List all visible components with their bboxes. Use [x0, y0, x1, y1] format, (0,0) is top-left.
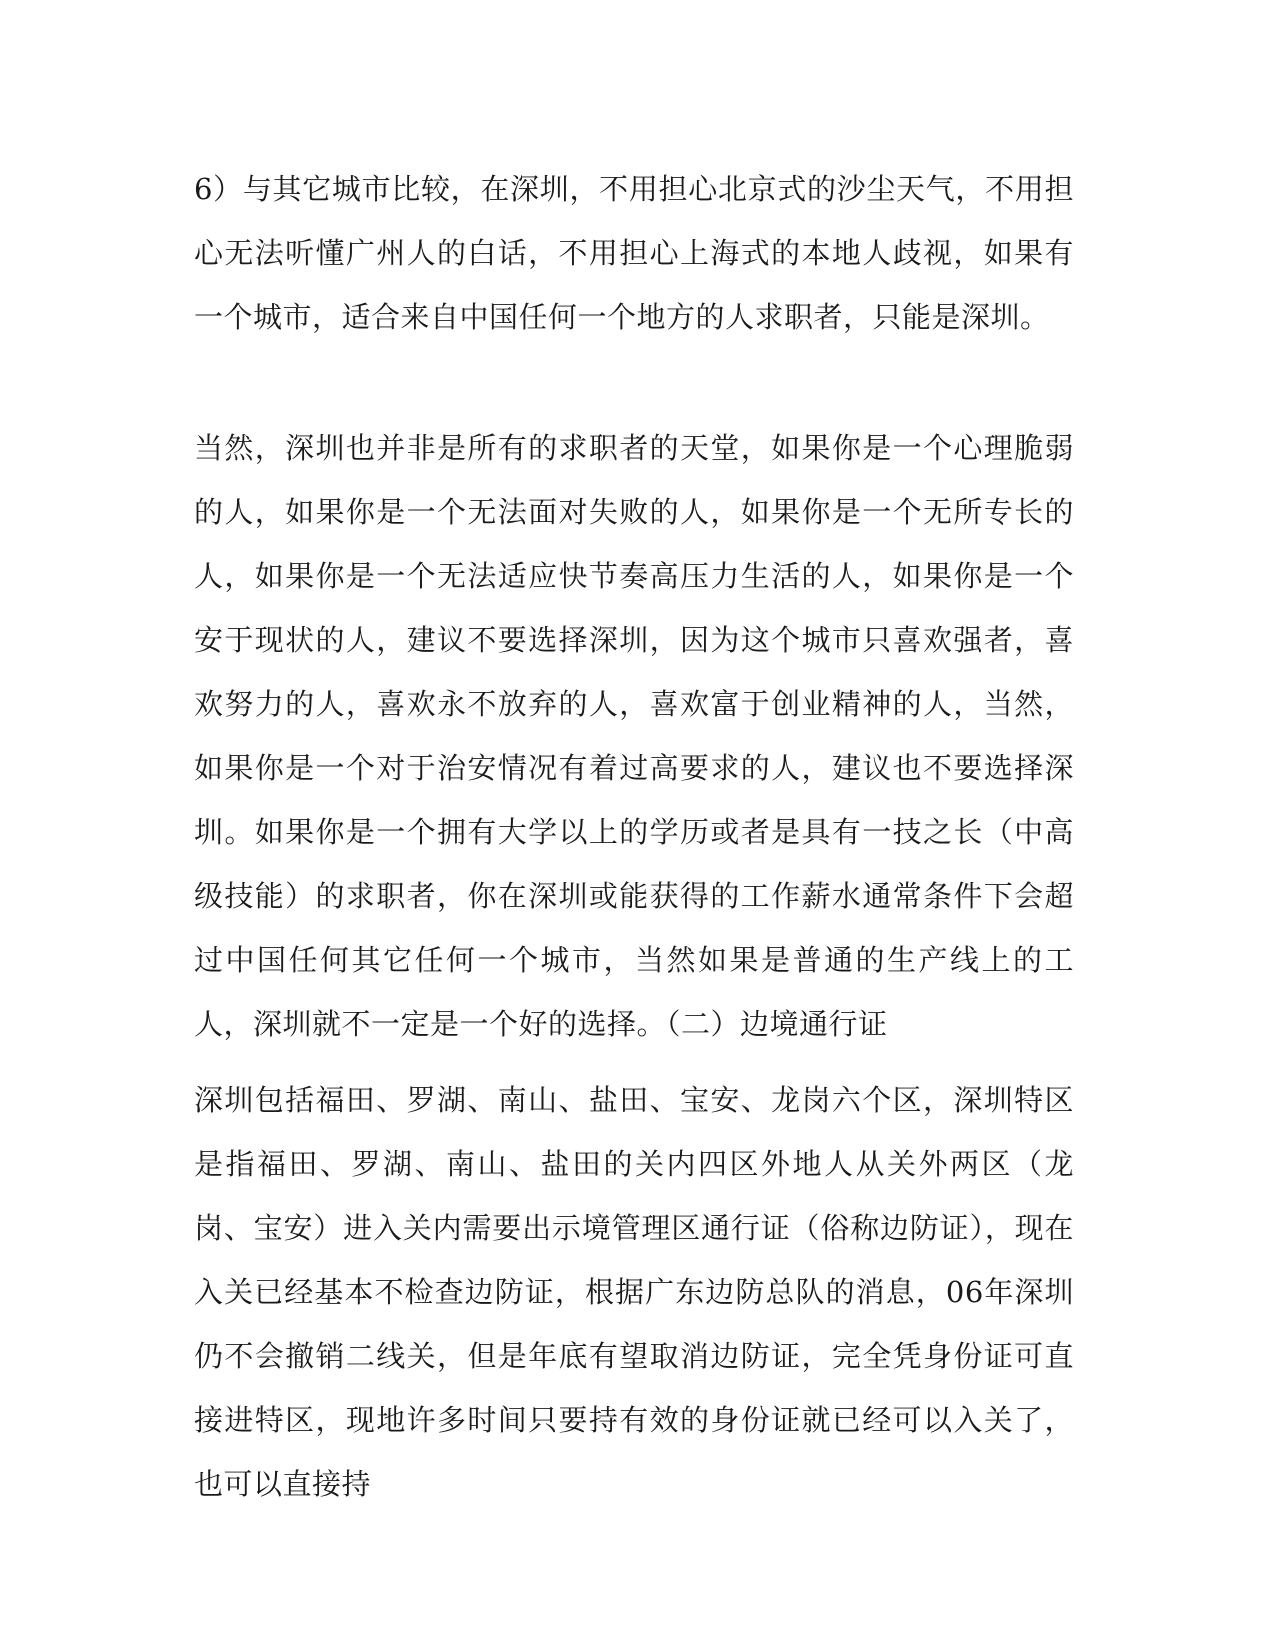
paragraph-job-seeker-advice: 当然，深圳也并非是所有的求职者的天堂，如果你是一个心理脆弱的人，如果你是一个无法面对失败的人，如果你是一个无所专长的人，如果你是一个无法适应快节奏高压力生活的人，如果你是一个安于现状的人，建议不要选择深圳，因为这个城市只喜欢强者，喜欢努力的人，喜欢永不放弃的人，喜欢富于创业精神的人，当然，如果你是一个对于治安情况有着过高要求的人，建议也不要选择深圳。如果你是一个拥有大学以上的学历或者是具有一技之长（中高级技能）的求职者，你在深圳或能获得的工作薪水通常条件下会超过中国任何其它任何一个城市，当然如果是普通的生产线上的工人，深圳就不一定是一个好的选择。（二）边境通行证 [194, 431, 1074, 1041]
paragraph-border-pass: 深圳包括福田、罗湖、南山、盐田、宝安、龙岗六个区，深圳特区是指福田、罗湖、南山、盐田的关内四区外地人从关外两区（龙岗、宝安）进入关内需要出示境管理区通行证（俗称边防证），现在入关已经基本不检查边防证，根据广东边防总队的消息，06年深圳仍不会撤销二线关，但是年底有望取消边防证，完全凭身份证可直接进特区，现地许多时间只要持有效的身份证就已经可以入关了，也可以直接持 [194, 1083, 1074, 1501]
paragraph-city-comparison: 6）与其它城市比较，在深圳，不用担心北京式的沙尘天气，不用担心无法听懂广州人的白话，不用担心上海式的本地人歧视，如果有一个城市，适合来自中国任何一个地方的人求职者，只能是深圳。 [194, 172, 1074, 334]
